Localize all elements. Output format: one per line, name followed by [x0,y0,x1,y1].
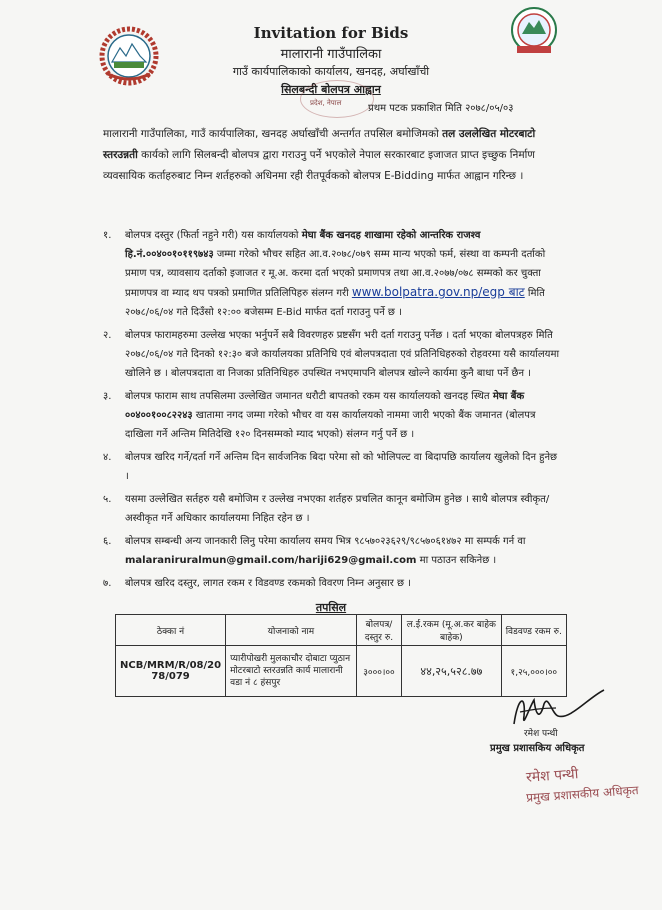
item-bold-text: मेघा बैंक ००४००१००८२२४३ [125,391,525,421]
stamp-name: रमेश पन्थी [525,766,579,786]
item-text: जम्मा गरेको भौचर सहित आ.व.२०७८/०७९ सम्म मान्य भएको फर्म, संस्था वा कम्पनी दर्ताको प्रमाण पत्र, व्यावसाय दर्ताको इजाजत र मू.अ. करमा दर्ता भएको प्रमाणपत्र तथा आ.व.२०७७/०७८ सम्मको कर चुक्ता प्रमाणपत्र वा म्याद थप पत्रको प्रमाणित प्रतिलिपिहरु संलग्न गरी [125,249,546,299]
item-bold-text: मेघा बैंक खनदह शाखामा रहेको आन्तरिक राजश्व हि.नं.००४००१०११९७४३ [125,230,481,260]
bid-details-table [115,614,567,697]
item-text: मिति २०७८/०६/०४ गते दिउँसो १२:०० बजेसम्म E-Bid मार्फत दर्ता गराउनु पर्ने छ । [125,288,545,318]
item-text: बोलपत्र फाराम साथ तपसिलमा उल्लेखित जमानत धरौटी बापतको रकम यस कार्यालयको खनदह स्थित [125,391,493,402]
contact-email[interactable]: malaraniruralmun@gmail.com/hariji629@gmail.com [125,555,417,566]
item-number: ४. [103,452,112,463]
item-text: बोलपत्र दस्तुर (फिर्ता नहुने गरी) यस कार्यालयको [125,230,302,241]
column-header: ठेक्का नं [116,615,226,646]
item-text: यसमा उल्लेखित सर्तहरु यसै बमोजिम र उल्लेख नभएका शर्तहरु प्रचलित कानून बमोजिम हुनेछ । साथै बोलपत्र स्वीकृत/अस्वीकृत गर्ने अधिकार कार्यालयमा निहित रहेन छ । [125,494,550,524]
column-header: विडवण्ड रकम रु. [501,615,566,646]
list-item [103,387,563,444]
estimate-cell: ४४,२५,५२८.७७ [402,646,502,697]
item-number: २. [103,330,112,341]
item-number: १. [103,230,112,241]
item-text: मा पठाउन सकिनेछ । [416,555,497,566]
intro-text-1: मालारानी गाउँपालिका, गाउँ कार्यपालिका, खनदह अर्घाखाँची अन्तर्गत तपसिल बमोजिमको [103,128,443,140]
list-item [103,326,563,383]
signatory-title: प्रमुख प्रशासकिय अधिकृत [490,743,585,754]
list-item [103,226,563,322]
intro-bold-text: तल उललेखित मोटरबाटो स्तरउन्नती [103,128,536,161]
column-header: बोलपत्र/ दस्तुर रु. [356,615,401,646]
office-address: गाउँ कार्यपालिकाको कार्यालय, खनदह, अर्घाखाँची [232,65,430,78]
item-number: ५. [103,494,112,505]
item-text: बोलपत्र खरिद दस्तुर, लागत रकम र विडवण्ड रकमको विवरण निम्न अनुसार छ । [125,578,412,589]
intro-text-2: कार्यको लागि सिलबन्दी बोलपत्र द्वारा गराउनु पर्ने भएकोले नेपाल सरकारबाट इजाजत प्राप्त इच्छुक निर्माण व्यवसायिक कर्ताहरुबाट निम्न शर्तहरुको अधिनमा रही रीतपूर्वकको बोलपत्र E-Bidding मार्फत आह्वान गरिन्छ । [103,149,535,182]
signatory-name: रमेश पन्थी [524,729,558,739]
intro-paragraph [103,124,559,187]
notice-heading: सिलबन्दी बोलपत्र आह्वान [281,83,381,96]
item-text: बोलपत्र खरिद गर्ने/दर्ता गर्ने अन्तिम दिन सार्वजनिक बिदा परेमा सो को भोलिपल्ट वा बिदापछि कार्यालय खुलेको दिन हुनेछ । [125,452,558,482]
contract-number-cell: NCB/MRM/R/08/20 78/079 [116,646,226,697]
list-item [103,532,563,570]
title-english: Invitation for Bids [253,24,409,42]
table-row [116,646,567,697]
item-text: खातामा नगद जम्मा गरेको भौचर वा यस कार्यालयको नाममा जारी भएको बैंक जमानत (बोलपत्र दाखिला गर्ने अन्तिम मितिदेखि १२० दिनसम्मको म्याद भएको) संलग्न गर्नु पर्ने छ । [125,410,536,440]
column-header: ल.ई.रकम (मू.अ.कर बाहेक बाहेक) [402,615,502,646]
project-name-cell: प्यारीपोखरी मुलकाचौर दोबाटा प्युठान मोटरबाटो स्तरउन्नति कार्य मालारानी वडा नं ८ हंसपुर [226,646,357,697]
list-item [103,490,563,528]
item-number: ३. [103,391,112,402]
publish-date: प्रथम पटक प्रकाशित मिति २०७८/०५/०३ [368,103,514,114]
office-seal-text: प्रदेश, नेपाल [310,99,342,107]
bid-bond-cell: १,२५,०००।०० [501,646,566,697]
item-text: बोलपत्र सम्बन्धी अन्य जानकारी लिनु परेमा कार्यालय समय भित्र ९८५७०२३६२९/९८५७०६१४७२ मा सम्पर्क गर्न वा [125,536,526,547]
table-title: तपसिल [315,601,347,614]
item-number: ७. [103,578,112,589]
list-item [103,574,563,593]
municipality-name: मालारानी गाउँपालिका [280,47,382,62]
stamp-title: प्रमुख प्रशासकीय अधिकृत [525,783,640,805]
bolpatra-link[interactable]: www.bolpatra.gov.np/egp बाट [351,285,525,299]
item-text: बोलपत्र फारामहरुमा उल्लेख भएका भर्नुपर्ने सबै विवरणहरु प्रष्टसँग भरी दर्ता गराउनु पर्नेछ । दर्ता भएका बोलपत्रहरु मिति २०७८/०६/०४ गते दिनको १२:३० बजे कार्यालयका प्रतिनिधि एवं बोलपत्रदाता एवं प्रतिनिधिहरुको रोहवरमा यसै कार्यालयमा खोलिने छ । बोलपत्रदाता वा निजका प्रतिनिधिहरु उपस्थित नभएमापनि बोलपत्र खोल्ने कार्यमा कुनै बाधा पर्ने छैन । [125,330,560,379]
item-number: ६. [103,536,112,547]
table-header-row [116,615,567,646]
list-item [103,448,563,486]
bid-fee-cell: ३०००।०० [356,646,401,697]
conditions-list [103,226,563,597]
column-header: योजनाको नाम [226,615,357,646]
